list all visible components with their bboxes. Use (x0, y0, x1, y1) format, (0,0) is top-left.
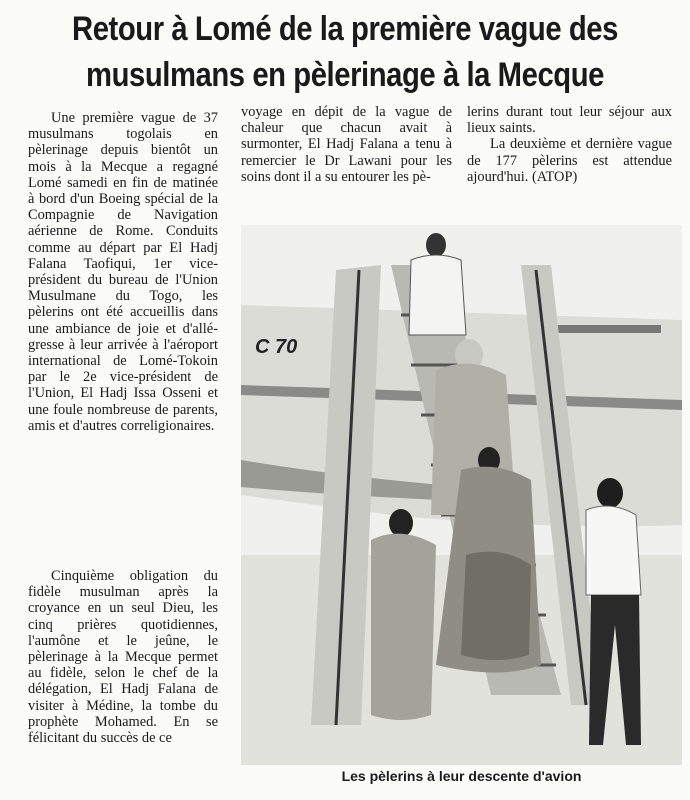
headline (48, 6, 641, 98)
article-column-2 (241, 104, 452, 185)
article-paragraph-3: voyage en dépit de la vague de chaleur que chacun avait à surmonter, El Hadj Falana a tenu à remercier le Dr Lawani pour les soins dont il a su entourer les pè- (241, 104, 452, 185)
news-photo (241, 225, 682, 765)
article-paragraph-2: Cinquième obligation du fidèle musulman après la croyance en un seul Dieu, les cinq prières quotidiennes, l'aumône et le jeûne, le pèlerinage à la Mecque permet au fidèle, selon le chef de la délégation, El Hadj Falana de visiter à Médine, la tombe du prophète Mohamed. En se félicitant du succès de ce (28, 568, 218, 747)
article-paragraph-1: Une première vague de 37 musulmans togolais en pèlerinage depuis bientôt un mois à la Mecque a regagné Lomé samedi en fin de matinée à bord d'un Boeing spécial de la Compagnie de Navigation aérienne de Rome. Conduits comme au départ par El Hadj Falana Taofiqui, 1er vice-président du bureau de l'Union Musulmane du Togo, les pèlerins ont été accueillis dans une ambiance de joie et d'allégresse à leur arrivée à l'aéroport international de Lomé-Tokoin par le 2e vice-président de l'Union, El Hadj Issa Osseni et une foule nombreuse de parents, amis et d'autres correligionaires. (28, 110, 218, 434)
article-column-3 (467, 104, 672, 185)
headline-line-2: musulmans en pèlerinage à la Mecque (86, 56, 604, 94)
photo-caption: Les pèlerins à leur descente d'avion (341, 768, 582, 784)
photo-illustration (241, 225, 682, 765)
article-paragraph-5: La deuxième et dernière vague de 177 pèlerins est attendue ajourd'hui. (ATOP) (467, 136, 672, 185)
headline-line-1: Retour à Lomé de la première vague des (72, 10, 618, 48)
article-paragraph-4: lerins durant tout leur séjour aux lieux saints. (467, 104, 672, 137)
plane-marking: C 70 (255, 336, 298, 358)
article-column-1 (28, 110, 218, 434)
article-column-1-lower (28, 568, 218, 746)
